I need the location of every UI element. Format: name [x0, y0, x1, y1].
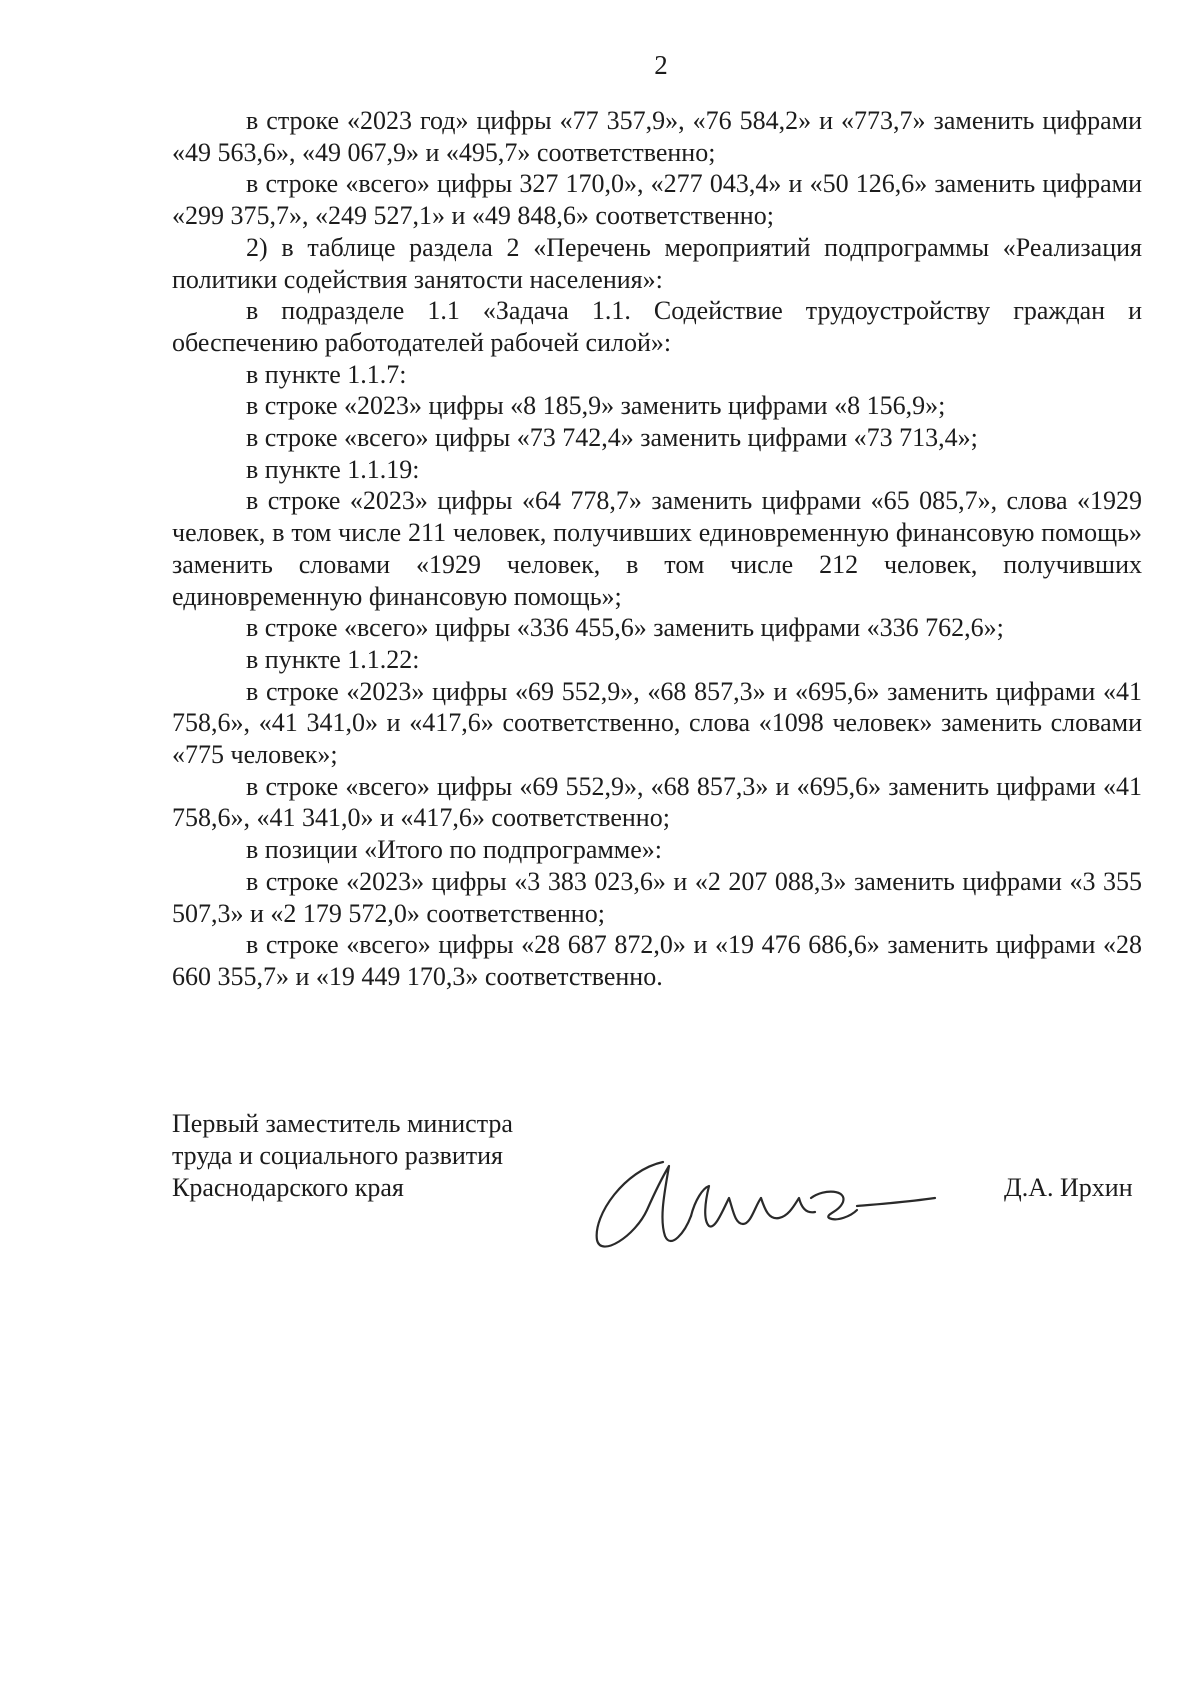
paragraph: в строке «всего» цифры «69 552,9», «68 857,3» и «695,6» заменить цифрами «41 758,6», «41 341,0» и «417,6» соответственно; [172, 771, 1142, 833]
paragraph: в строке «2023» цифры «8 185,9» заменить цифрами «8 156,9»; [246, 391, 946, 421]
paragraph: 2) в таблице раздела 2 «Перечень мероприятий подпрограммы «Реализация политики содействия занятости населения»: [172, 232, 1142, 294]
paragraph: в строке «2023» цифры «64 778,7» заменить цифрами «65 085,7», слова «1929 человек, в том числе 211 человек, получивших единовременную финансовую помощь» заменить словами «1929 человек, в том числе 212 человек, получивших единовременную финансовую помощь»; [172, 486, 1142, 611]
paragraph: в строке «2023» цифры «3 383 023,6» и «2 207 088,3» заменить цифрами «3 355 507,3» и «2 179 572,0» соответственно; [172, 866, 1142, 928]
paragraph: в строке «2023» цифры «69 552,9», «68 857,3» и «695,6» заменить цифрами «41 758,6», «41 341,0» и «417,6» соответственно, слова «1098 человек» заменить словами «775 человек»; [172, 676, 1142, 770]
paragraph: в строке «всего» цифры 327 170,0», «277 043,4» и «50 126,6» заменить цифрами «299 375,7», «249 527,1» и «49 848,6» соответственно; [172, 169, 1142, 231]
paragraph: в пункте 1.1.19: [246, 454, 420, 484]
page-number: 2 [654, 50, 668, 80]
paragraph: в строке «всего» цифры «336 455,6» заменить цифрами «336 762,6»; [246, 613, 1004, 643]
signatory-position-line: Краснодарского края [172, 1173, 404, 1202]
signer-name: Д.А. Ирхин [1004, 1173, 1133, 1202]
signatory-position-line: труда и социального развития [172, 1141, 504, 1170]
paragraph: в строке «всего» цифры «28 687 872,0» и «19 476 686,6» заменить цифрами «28 660 355,7» и «19 449 170,3» соответственно. [172, 930, 1142, 991]
signatory-position-line: Первый заместитель министра [172, 1109, 513, 1138]
handwritten-signature [585, 1140, 945, 1260]
paragraph: в строке «2023 год» цифры «77 357,9», «76 584,2» и «773,7» заменить цифрами «49 563,6», «49 067,9» и «495,7» соответственно; [172, 106, 1142, 167]
document-body [172, 105, 1142, 993]
signatory-position [172, 1108, 513, 1204]
paragraph: в пункте 1.1.7: [246, 359, 407, 389]
paragraph: в позиции «Итого по подпрограмме»: [246, 835, 663, 865]
paragraph: в строке «всего» цифры «73 742,4» заменить цифрами «73 713,4»; [246, 423, 978, 453]
paragraph: в подразделе 1.1 «Задача 1.1. Содействие трудоустройству граждан и обеспечению работодателей рабочей силой»: [172, 296, 1142, 357]
paragraph: в пункте 1.1.22: [246, 644, 420, 674]
